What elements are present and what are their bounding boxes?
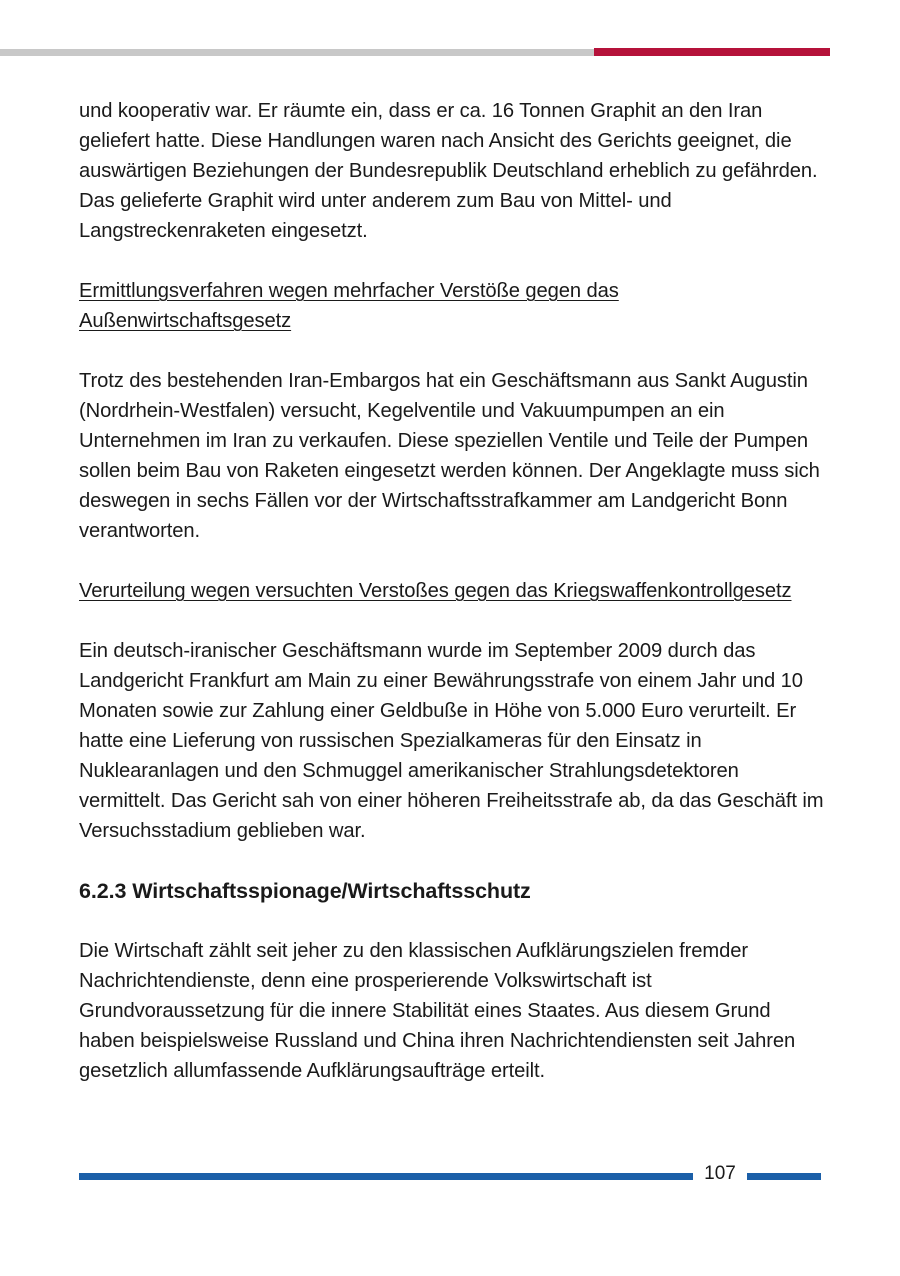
top-divider-red <box>594 48 830 56</box>
subheading-aussenwirtschaftsgesetz: Ermittlungsverfahren wegen mehrfacher Verstöße gegen das Außenwirtschaftsgesetz <box>79 280 619 332</box>
paragraph-frankfurt-conviction: Ein deutsch-iranischer Geschäftsmann wurde im September 2009 durch das Landgericht Frankfurt am Main zu einer Bewährungsstrafe von einem Jahr und 10 Monaten sowie zur Zahlung einer Geldbuße in Höhe von 5.000 Euro verurteilt. Er hatte eine Lieferung von russischen Spezialkameras für den Einsatz in Nuklearanlagen und den Schmuggel amerikanischer Strahlungsdetektoren vermittelt. Das Gericht sah von einer höheren Freiheitsstrafe ab, da das Geschäft im Versuchsstadium geblieben war. <box>79 640 824 842</box>
page-body <box>79 96 824 1086</box>
page-number: 107 <box>704 1163 736 1184</box>
section-heading-wirtschaftsspionage: 6.2.3 Wirtschaftsspionage/Wirtschaftsschutz <box>79 879 531 903</box>
top-divider-gray <box>0 49 594 56</box>
paragraph-graphite-usage: Das gelieferte Graphit wird unter anderem zum Bau von Mittel- und Langstreckenraketen eingesetzt. <box>79 190 672 242</box>
footer-divider-left <box>79 1173 693 1180</box>
subheading-kriegswaffenkontrollgesetz: Verurteilung wegen versuchten Verstoßes gegen das Kriegswaffenkontrollgesetz <box>79 580 792 602</box>
paragraph-graphite-confession: und kooperativ war. Er räumte ein, dass er ca. 16 Tonnen Graphit an den Iran geliefert hatte. Diese Handlungen waren nach Ansicht des Gerichts geeignet, die auswärtigen Beziehungen der Bundesrepublik Deutschland erheblich zu gefährden. <box>79 100 818 182</box>
paragraph-sankt-augustin-case: Trotz des bestehenden Iran-Embargos hat ein Geschäftsmann aus Sankt Augustin (Nordrhein-Westfalen) versucht, Kegelventile und Vakuumpumpen an ein Unternehmen im Iran zu verkaufen. Diese speziellen Ventile und Teile der Pumpen sollen beim Bau von Raketen eingesetzt werden können. Der Angeklagte muss sich deswegen in sechs Fällen vor der Wirtschaftsstrafkammer am Landgericht Bonn verantworten. <box>79 370 820 542</box>
paragraph-economy-intelligence: Die Wirtschaft zählt seit jeher zu den klassischen Aufklärungszielen fremder Nachrichtendienste, denn eine prosperierende Volkswirtschaft ist Grundvoraussetzung für die innere Stabilität eines Staates. Aus diesem Grund haben beispielsweise Russland und China ihren Nachrichtendiensten seit Jahren gesetzlich allumfassende Aufklärungsaufträge erteilt. <box>79 940 796 1082</box>
footer-divider-right <box>747 1173 821 1180</box>
